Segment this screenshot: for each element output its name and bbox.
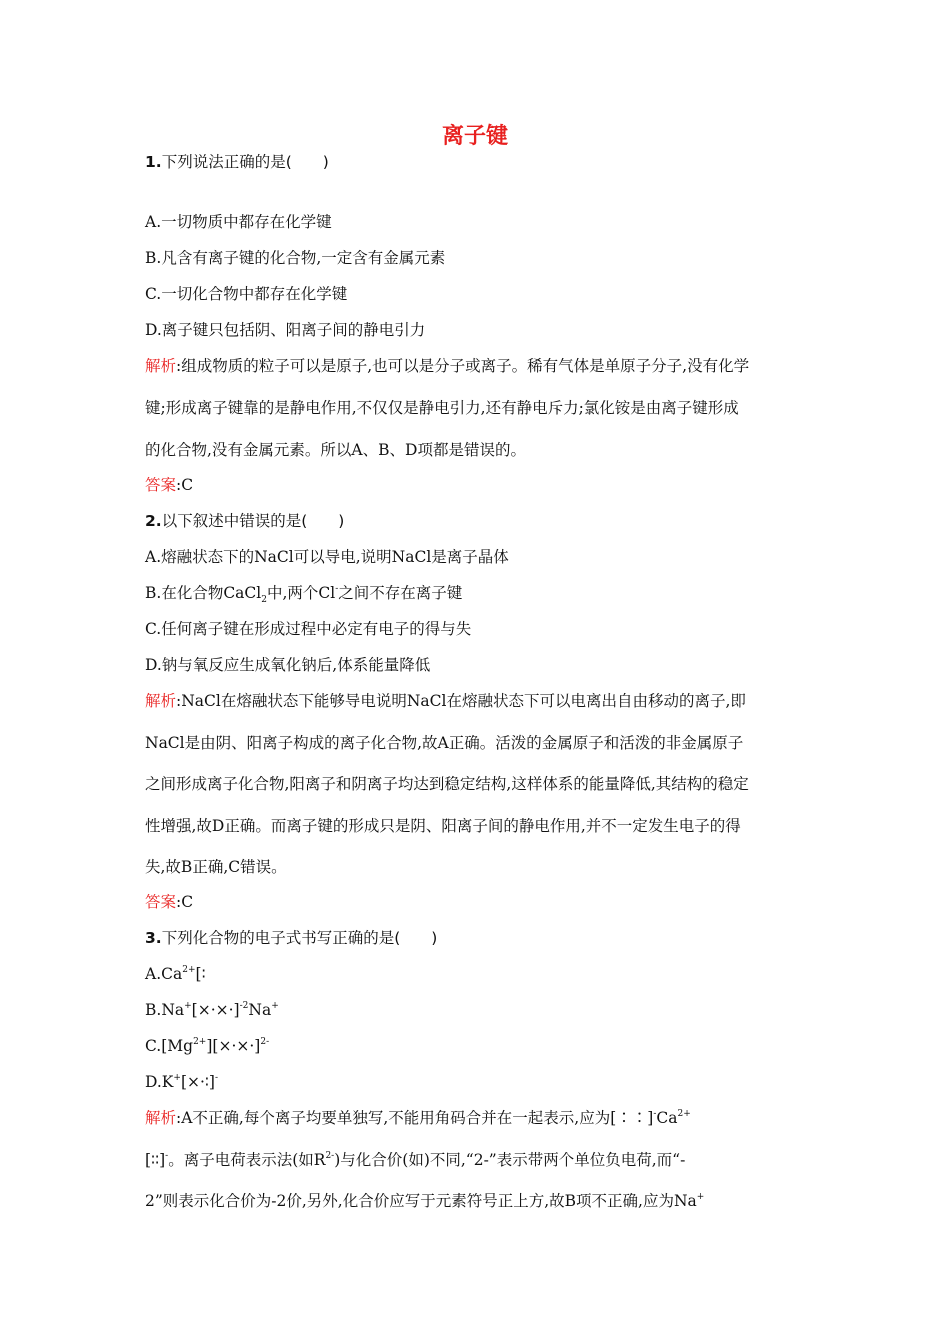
- analysis-label: 解析: [145, 357, 177, 375]
- q2-option-a: A.熔融状态下的NaCl可以导电,说明NaCl是离子晶体: [145, 548, 509, 566]
- q2-option-d: D.钠与氧反应生成氧化钠后,体系能量降低: [145, 656, 431, 674]
- q2-analysis-line: 失,故B正确,C错误。: [145, 858, 287, 876]
- answer-label: 答案: [145, 893, 177, 911]
- analysis-label: 解析: [145, 1109, 177, 1127]
- q2-analysis-line: 解析:NaCl在熔融状态下能够导电说明NaCl在熔融状态下可以电离出自由移动的离子,即: [145, 692, 746, 710]
- q2-answer: 答案:C: [145, 893, 194, 911]
- q1-option-a: A.一切物质中都存在化学键: [145, 213, 332, 231]
- page-title: 离子键: [441, 124, 508, 149]
- analysis-label: 解析: [145, 692, 177, 710]
- q1-analysis-line: 的化合物,没有金属元素。所以A、B、D项都是错误的。: [145, 441, 526, 459]
- q2-analysis-line: NaCl是由阴、阳离子构成的离子化合物,故A正确。活泼的金属原子和活泼的非金属原子: [145, 734, 744, 752]
- q2-analysis-line: 性增强,故D正确。而离子键的形成只是阴、阳离子间的静电作用,并不一定发生电子的得: [145, 817, 741, 835]
- question-1-stem: [145, 150, 825, 174]
- q1-option-b: B.凡含有离子键的化合物,一定含有金属元素: [145, 249, 446, 267]
- q3-analysis-line: [∶∶]-。离子电荷表示法(如$R^{2-}$)与化合价(如)不同,“2-”表示带两个单位负电荷,而“-: [145, 1150, 686, 1169]
- q2-analysis-line: 之间形成离子化合物,阳离子和阴离子均达到稳定结构,这样体系的能量降低,其结构的稳定: [145, 775, 749, 793]
- answer-label: 答案: [145, 476, 177, 494]
- question-text: 以下叙述中错误的是( ): [161, 512, 345, 530]
- q1-option-d: D.离子键只包括阴、阳离子间的静电引力: [145, 321, 426, 339]
- question-2-stem: [145, 509, 825, 533]
- q3-option-a: $A.Ca^{2+}[∶$: [145, 964, 206, 983]
- q1-answer: 答案:C: [145, 476, 194, 494]
- question-text: 下列说法正确的是( ): [161, 153, 329, 171]
- question-text: 下列化合物的电子式书写正确的是( ): [161, 929, 438, 947]
- question-3-stem: [145, 926, 825, 950]
- q3-option-b: $B.Na^+[\times\cdot\times\cdot]^{-2}Na^+$: [145, 1000, 279, 1019]
- q2-option-b: B.在化合物CaCl$_2$中,两个Cl-之间不存在离子键: [145, 583, 463, 606]
- question-number: 2.: [145, 512, 162, 530]
- q2-option-c: C.任何离子键在形成过程中必定有电子的得与失: [145, 620, 472, 638]
- q1-analysis-line: 键;形成离子键靠的是静电作用,不仅仅是静电引力,还有静电斥力;氯化铵是由离子键形成: [145, 399, 739, 417]
- q3-option-d: D.K+[×·∶]-: [145, 1072, 219, 1091]
- q3-analysis-line: 解析:A不正确,每个离子均要单独写,不能用角码合并在一起表示,应为$[∶∶]^-Ca^{2+}$: [145, 1108, 691, 1127]
- q1-analysis-line: 解析:组成物质的粒子可以是原子,也可以是分子或离子。稀有气体是单原子分子,没有化学: [145, 357, 750, 375]
- q3-analysis-line: 2”则表示化合价为-2价,另外,化合价应写于元素符号正上方,故B项不正确,应为Na+: [145, 1191, 705, 1210]
- q1-option-c: C.一切化合物中都存在化学键: [145, 285, 348, 303]
- question-number: 1.: [145, 153, 162, 171]
- question-number: 3.: [145, 929, 162, 947]
- q3-option-c: $C.[Mg^{2+}][\times\cdot\times\cdot]^{2-}$: [145, 1036, 270, 1055]
